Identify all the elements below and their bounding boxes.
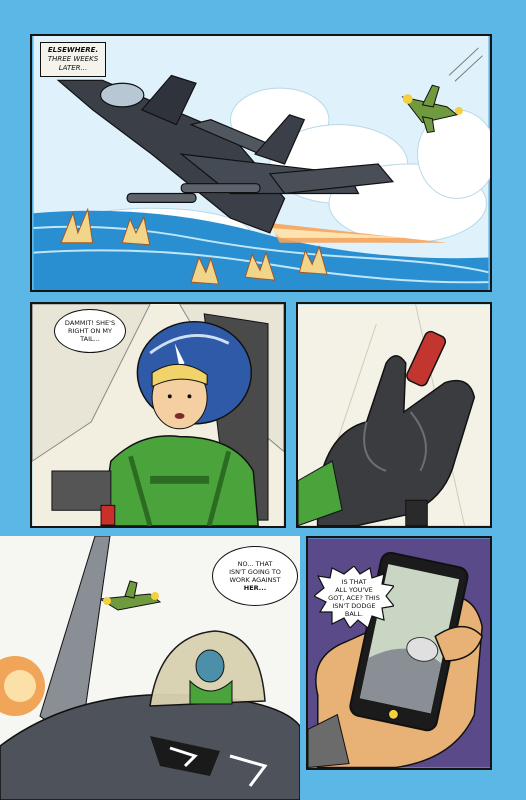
burst-is-that-all xyxy=(314,566,394,628)
caption-line-1: ELSEWHERE. xyxy=(47,46,99,54)
hand-on-stick-illustration xyxy=(298,304,490,526)
balloon-line-3: TAIL... xyxy=(80,335,100,343)
balloon-line-3: WORK AGAINST xyxy=(229,576,281,584)
balloon-line-2: ISN'T GOING TO xyxy=(229,568,281,576)
panel-3-gloved-hand-stick xyxy=(296,302,492,528)
caption-line-2: THREE WEEKS xyxy=(47,55,99,63)
caption-elsewhere xyxy=(40,42,106,77)
balloon-dammit xyxy=(54,309,126,353)
balloon-line-2: RIGHT ON MY xyxy=(67,327,113,335)
caption-line-3: LATER... xyxy=(58,64,88,72)
burst-line-4: ISN'T DODGE xyxy=(332,602,376,610)
panel-2-pilot-cockpit xyxy=(30,302,286,528)
panel-1-jet-over-sea xyxy=(30,34,492,292)
balloon-line-4: HER... xyxy=(243,584,267,592)
burst-line-1: IS THAT xyxy=(341,578,367,586)
panel-5-phone-in-hand xyxy=(306,536,492,770)
panel-4-canopy-chase xyxy=(0,536,300,800)
burst-line-5: BALL. xyxy=(344,610,364,618)
burst-line-2: ALL YOU'VE xyxy=(335,586,373,594)
burst-line-3: GOT, ACE? THIS xyxy=(328,594,380,602)
balloon-line-1: DAMMIT! SHE'S xyxy=(64,319,116,327)
balloon-no-that xyxy=(212,546,298,606)
balloon-line-1: NO... THAT xyxy=(237,560,273,568)
